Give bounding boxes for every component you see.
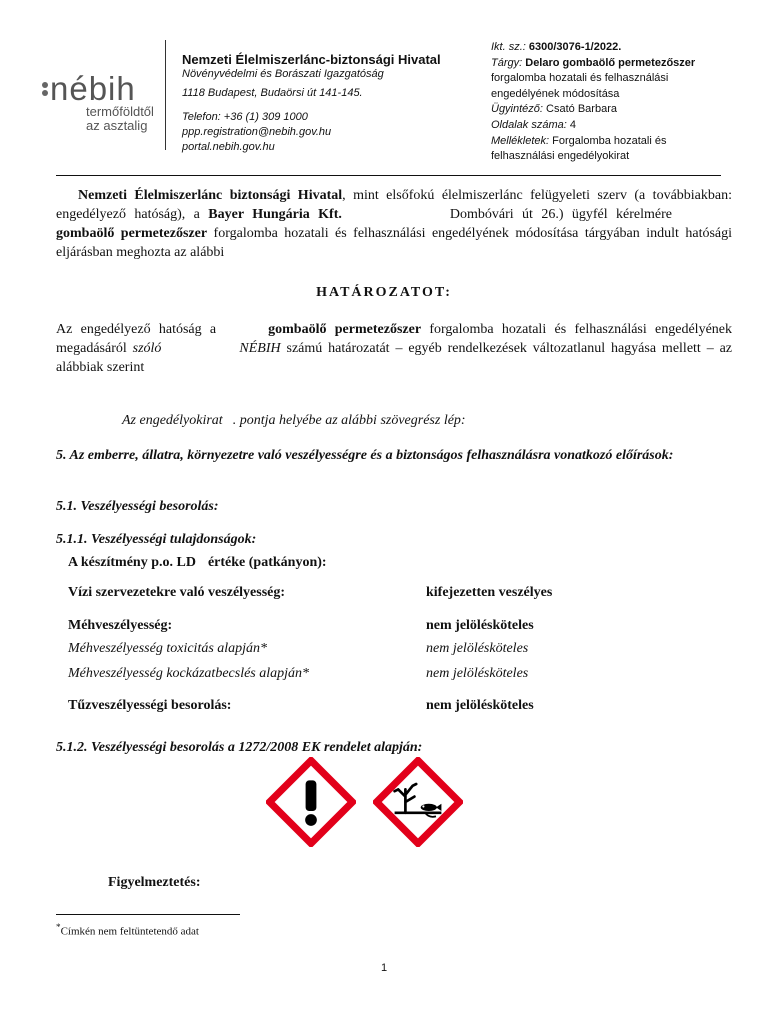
meta-ikt [491, 40, 731, 56]
decision-text-f: számú határozatát – egyéb rendelkezések változatlanul hagyása mellett – az alábbiak szerint [56, 341, 732, 375]
agency-block [182, 52, 441, 155]
replace-line-a: Az engedélyokirat [122, 413, 223, 428]
prop-label-bee: Méhveszélyesség: [68, 618, 173, 633]
footnote [56, 922, 199, 938]
meta-targy-label: Tárgy: [491, 56, 523, 69]
intro-client: Bayer Hungária Kft. [208, 207, 342, 222]
prop-label-aquatic: Vízi szervezetekre való veszélyesség: [68, 585, 286, 600]
meta-targy-bold: Delaro gombaölő permetezőszer [525, 56, 696, 69]
decision-text-a: Az engedélyező hatóság a [56, 322, 217, 337]
agency-phone: Telefon: +36 (1) 309 1000 [182, 111, 308, 123]
meta-targy [491, 56, 731, 72]
intro-authority: Nemzeti Élelmiszerlánc biztonsági Hivatal [78, 188, 343, 203]
header-divider [165, 40, 166, 150]
intro-text-1: , mint elsőfokú élelmiszerlánc felügyeleti szerv (a továbbiakban: engedélyező hatóság), a [56, 188, 732, 222]
section-5-1-2-heading: 5.1.2. Veszélyességi besorolás a 1272/2008 EK rendelet alapján: [56, 740, 423, 755]
replace-line [122, 411, 466, 430]
logo-tagline-1: termőföldtől [86, 104, 154, 119]
ld-line [68, 553, 327, 572]
ld-text-a: A készítmény p.o. LD [68, 555, 196, 570]
section-5-1-heading: 5.1. Veszélyességi besorolás: [56, 499, 219, 514]
agency-portal: portal.nebih.gov.hu [182, 141, 275, 153]
intro-address: Dombóvári út 26.) ügyfél kérelmére [449, 207, 673, 222]
meta-ugyintezo-value: Csató Barbara [546, 103, 617, 116]
header-rule [56, 175, 721, 176]
meta-oldalak-label: Oldalak száma: [491, 118, 567, 131]
agency-address: 1118 Budapest, Budaörsi út 141-145. [182, 87, 363, 99]
footnote-mark: * [56, 922, 61, 932]
footnote-rule [56, 914, 240, 915]
meta-targy-rest-2: engedélyének módosítása [491, 87, 620, 100]
agency-email: ppp.registration@nebih.gov.hu [182, 126, 332, 138]
meta-mellekletek-value-1: Forgalomba hozatali és [552, 134, 667, 147]
meta-targy-rest-1: forgalomba hozatali és felhasználási [491, 72, 669, 85]
decision-title: HATÁROZATOT: [316, 285, 452, 300]
meta-ikt-label: Ikt. sz.: [491, 41, 526, 53]
footnote-text: Címkén nem feltüntetendő adat [60, 925, 199, 938]
exclamation-pictogram-icon [266, 757, 356, 847]
meta-ugyintezo [491, 102, 731, 118]
intro-product: gombaölő permetezőszer [56, 226, 208, 241]
directorate: Növényvédelmi és Borászati Igazgatóság [182, 68, 384, 80]
prop-value-fire: nem jelölésköteles [426, 698, 534, 713]
decision-text-e: NÉBIH [239, 341, 281, 356]
logo-wordmark [42, 72, 162, 105]
page-number: 1 [380, 962, 388, 974]
prop-label-bee-risk: Méhveszélyesség kockázatbecslés alapján* [68, 666, 310, 681]
nebih-logo [42, 72, 162, 133]
prop-value-bee-toxicity: nem jelölésköteles [426, 641, 529, 656]
meta-mellekletek-value-2: felhasználási engedélyokirat [491, 150, 630, 163]
ld-text-b: értéke (patkányon): [207, 555, 327, 570]
decision-paragraph [56, 320, 732, 377]
meta-ikt-value: 6300/3076-1/2022. [528, 41, 622, 53]
document-meta [491, 40, 731, 165]
meta-ugyintezo-label: Ügyintéző: [491, 103, 543, 116]
intro-paragraph [56, 186, 732, 262]
decision-product: gombaölő permetezőszer [268, 322, 422, 337]
meta-mellekletek [491, 134, 731, 150]
logo-dots-icon [42, 81, 48, 97]
prop-label-fire: Tűzveszélyességi besorolás: [68, 698, 232, 713]
prop-value-bee: nem jelölésköteles [426, 618, 534, 633]
intro-text-2: forgalomba hozatali és felhasználási engedélyének módosítása tárgyában indult hatósági eljárásban meghozta az alábbi [56, 226, 733, 260]
environment-pictogram-icon [373, 757, 463, 847]
logo-text: nébih [50, 70, 136, 107]
section-5-heading: 5. Az emberre, állatra, környezetre való veszélyességre és a biztonságos felhasználásra vonatkozó előírások: [56, 448, 674, 463]
meta-oldalak [491, 118, 731, 134]
prop-label-bee-toxicity: Méhveszélyesség toxicitás alapján* [68, 641, 268, 656]
logo-tagline-2: az asztalig [86, 118, 148, 133]
agency-name: Nemzeti Élelmiszerlánc-biztonsági Hivatal [182, 52, 441, 67]
warning-label: Figyelmeztetés: [108, 875, 201, 890]
decision-text-c: forgalomba hozatali és felhasználási engedélyének megadásáról [56, 322, 733, 356]
prop-value-bee-risk: nem jelölésköteles [426, 666, 529, 681]
prop-value-aquatic: kifejezetten veszélyes [426, 585, 553, 600]
section-5-1-1-heading: 5.1.1. Veszélyességi tulajdonságok: [56, 532, 257, 547]
replace-line-b: . pontja helyébe az alábbi szövegrész lép: [232, 413, 466, 428]
decision-text-d: szóló [132, 341, 162, 356]
meta-mellekletek-label: Mellékletek: [491, 134, 550, 147]
meta-oldalak-value: 4 [569, 118, 576, 131]
